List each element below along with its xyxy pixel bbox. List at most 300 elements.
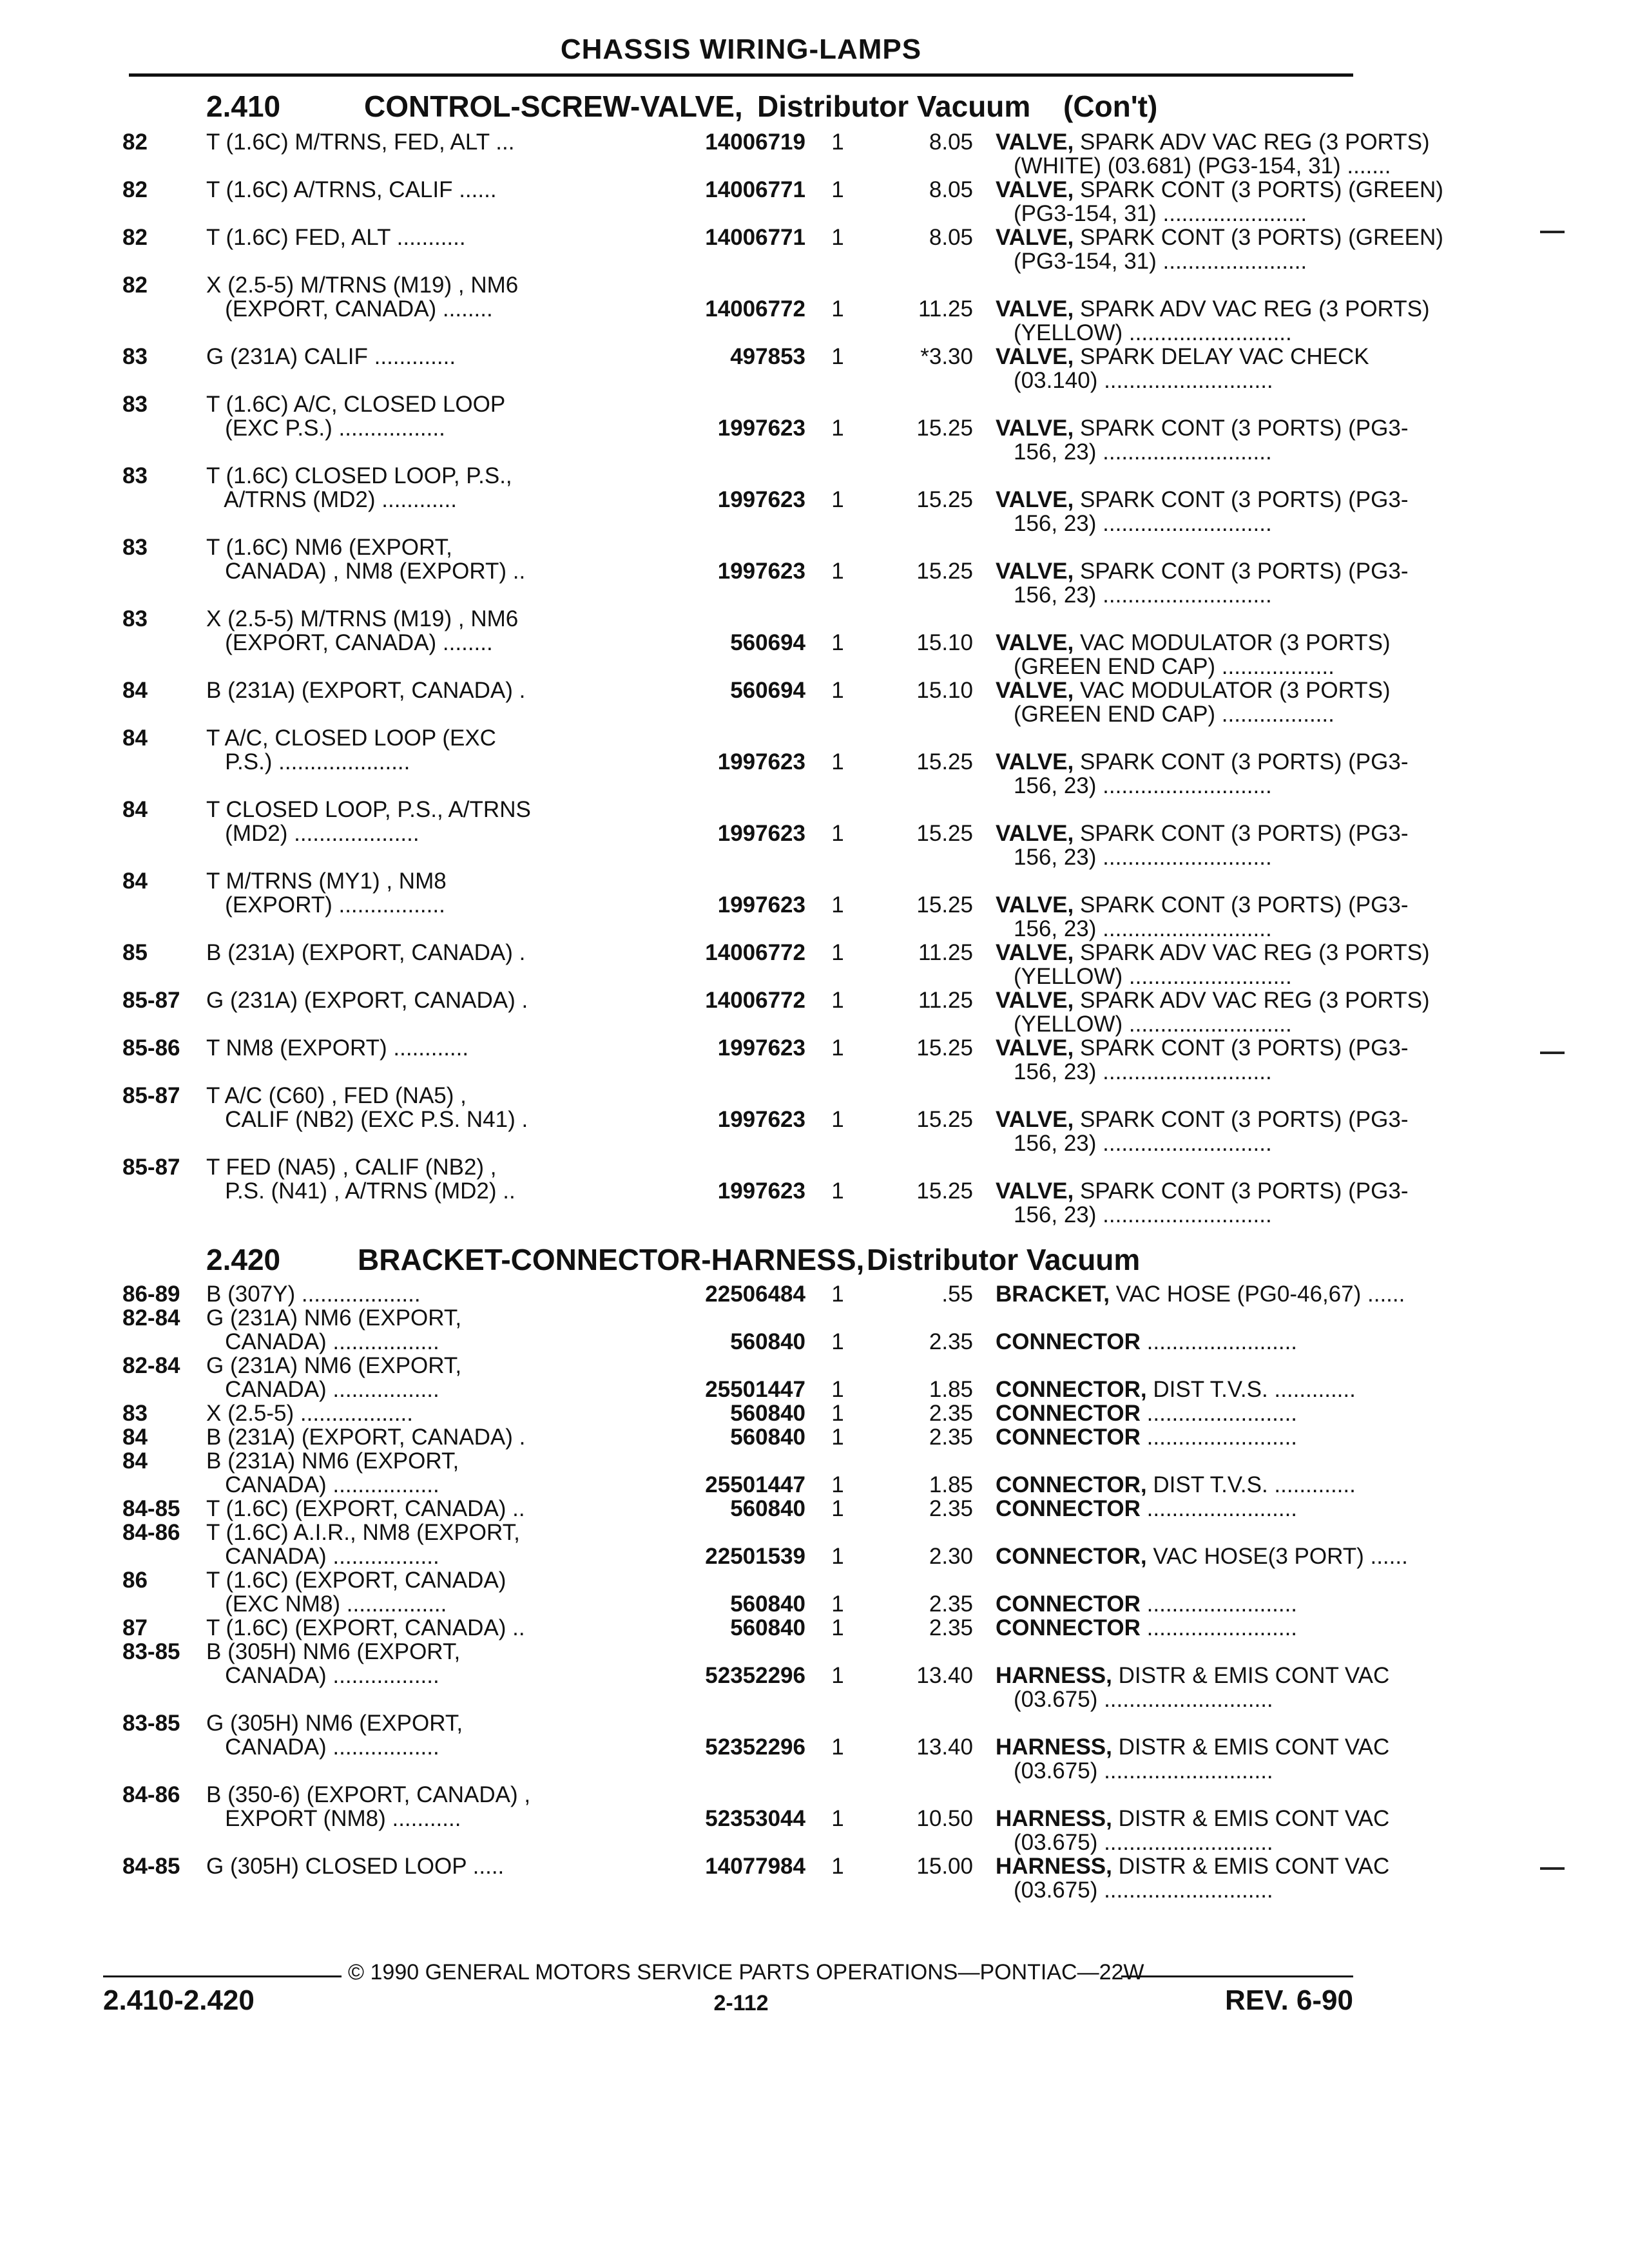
application-line: T (1.6C) A/TRNS, CALIF ...... [206, 177, 497, 202]
part-number: 1997623 [717, 1107, 805, 1132]
quantity: 1 [831, 678, 844, 703]
application-line: CANADA) , NM8 (EXPORT) .. [206, 559, 526, 584]
part-name: VALVE, [996, 296, 1074, 322]
price: *3.30 [920, 344, 973, 369]
price: 15.25 [916, 1178, 973, 1204]
model-year: 83 [122, 463, 148, 488]
model-year: 84 [122, 726, 148, 751]
application-line: B (231A) NM6 (EXPORT, [206, 1448, 459, 1474]
model-year: 83 [122, 1401, 148, 1426]
model-year: 84-86 [122, 1520, 180, 1545]
quantity: 1 [831, 892, 844, 918]
part-spec: DISTR & EMIS CONT VAC [1112, 1806, 1390, 1831]
part-spec: VAC MODULATOR (3 PORTS) [1074, 678, 1391, 703]
part-number: 52352296 [705, 1663, 805, 1688]
quantity: 1 [831, 1425, 844, 1450]
model-year: 85-87 [122, 988, 180, 1013]
part-description [996, 1401, 1472, 1425]
part-name: VALVE, [996, 487, 1074, 512]
application-line: (EXPORT) ................. [206, 892, 445, 918]
model-year: 83 [122, 606, 148, 631]
part-number: 560840 [730, 1425, 805, 1450]
part-number: 1997623 [717, 749, 805, 774]
part-spec-cont: (PG3-154, 31) ....................... [1014, 249, 1307, 274]
price: 2.35 [929, 1401, 973, 1426]
part-number: 14006772 [705, 940, 805, 965]
part-description [996, 1854, 1472, 1878]
part-spec-cont: (03.675) ........................... [1014, 1758, 1273, 1783]
price: 8.05 [929, 130, 973, 155]
part-spec: SPARK CONT (3 PORTS) (PG3- [1074, 1107, 1409, 1132]
part-number: 1997623 [717, 1035, 805, 1061]
part-name: CONNECTOR, [996, 1472, 1147, 1497]
model-year: 82 [122, 130, 148, 155]
part-number: 14006719 [705, 130, 805, 155]
part-name: VALVE, [996, 821, 1074, 846]
footer-page-number: 2-112 [713, 1991, 769, 2015]
section-suffix: Distributor Vacuum [867, 1243, 1141, 1276]
price: 11.25 [918, 296, 973, 322]
part-description [996, 178, 1472, 202]
part-number: 1997623 [717, 559, 805, 584]
part-number: 560694 [730, 678, 805, 703]
part-spec-cont: (YELLOW) .......................... [1014, 964, 1292, 989]
part-spec: ........................ [1140, 1401, 1298, 1426]
quantity: 1 [831, 416, 844, 441]
application-line: CANADA) ................. [206, 1329, 439, 1354]
part-name: VALVE, [996, 1107, 1074, 1132]
part-spec-cont: 156, 23) ........................... [1014, 439, 1272, 465]
quantity: 1 [831, 1615, 844, 1640]
part-number: 52353044 [705, 1806, 805, 1831]
model-year: 87 [122, 1615, 148, 1640]
part-number: 560840 [730, 1329, 805, 1354]
part-spec-cont: (03.140) ........................... [1014, 368, 1273, 393]
application-line: X (2.5-5) M/TRNS (M19) , NM6 [206, 606, 519, 631]
part-description [996, 988, 1472, 1012]
model-year: 82 [122, 225, 148, 250]
margin-mark [1540, 1052, 1565, 1054]
part-number: 52352296 [705, 1735, 805, 1760]
price: 15.25 [916, 559, 973, 584]
part-number: 14006771 [705, 225, 805, 250]
margin-mark [1540, 1867, 1565, 1870]
part-name: VALVE, [996, 630, 1074, 655]
application-line: T (1.6C) CLOSED LOOP, P.S., [206, 463, 512, 488]
part-spec-cont: 156, 23) ........................... [1014, 1131, 1272, 1156]
quantity: 1 [831, 559, 844, 584]
price: 8.05 [929, 225, 973, 250]
application-line: T (1.6C) (EXPORT, CANADA) [206, 1568, 506, 1593]
part-spec-cont: (WHITE) (03.681) (PG3-154, 31) ....... [1014, 153, 1391, 178]
part-spec: DISTR & EMIS CONT VAC [1112, 1854, 1390, 1879]
quantity: 1 [831, 177, 844, 202]
part-name: VALVE, [996, 344, 1074, 369]
part-description [996, 1664, 1472, 1687]
price: 15.25 [916, 1035, 973, 1061]
application-line: P.S.) ..................... [206, 749, 410, 774]
part-spec-cont: (03.675) ........................... [1014, 1830, 1273, 1855]
price: 15.10 [916, 630, 973, 655]
model-year: 82 [122, 273, 148, 298]
quantity: 1 [831, 344, 844, 369]
application-line: G (231A) NM6 (EXPORT, [206, 1305, 462, 1331]
part-spec-cont: 156, 23) ........................... [1014, 511, 1272, 536]
part-description [996, 345, 1472, 369]
application-line: T (1.6C) A/C, CLOSED LOOP [206, 392, 506, 417]
application-line: T M/TRNS (MY1) , NM8 [206, 869, 447, 894]
part-number: 22506484 [705, 1282, 805, 1307]
application-line: B (350-6) (EXPORT, CANADA) , [206, 1782, 531, 1807]
quantity: 1 [831, 1178, 844, 1204]
part-spec: SPARK CONT (3 PORTS) (GREEN) [1074, 177, 1443, 202]
part-spec-cont: 156, 23) ........................... [1014, 916, 1272, 941]
part-number: 22501539 [705, 1544, 805, 1569]
part-number: 560840 [730, 1615, 805, 1640]
price: 15.00 [916, 1854, 973, 1879]
quantity: 1 [831, 1854, 844, 1879]
part-spec: SPARK CONT (3 PORTS) (PG3- [1074, 416, 1409, 441]
part-spec-cont: (03.675) ........................... [1014, 1878, 1273, 1903]
quantity: 1 [831, 1591, 844, 1617]
quantity: 1 [831, 940, 844, 965]
part-name: BRACKET, [996, 1282, 1110, 1307]
footer-rule [103, 1975, 342, 1977]
section-name: BRACKET-CONNECTOR-HARNESS, [358, 1243, 865, 1276]
application-line: (EXPORT, CANADA) ........ [206, 296, 493, 322]
model-year: 84 [122, 797, 148, 822]
margin-mark [1540, 231, 1565, 233]
model-year: 85-86 [122, 1035, 180, 1061]
part-name: VALVE, [996, 988, 1074, 1013]
application-line: (EXC P.S.) ................. [206, 416, 445, 441]
model-year: 84 [122, 1448, 148, 1474]
part-number: 14006772 [705, 296, 805, 322]
model-year: 83 [122, 535, 148, 560]
application-line: T (1.6C) FED, ALT ........... [206, 225, 466, 250]
quantity: 1 [831, 821, 844, 846]
part-description [996, 1425, 1472, 1449]
section-number: 2.410 [206, 90, 281, 123]
application-line: X (2.5-5) .................. [206, 1401, 413, 1426]
part-description [996, 1473, 1472, 1497]
application-line: EXPORT (NM8) ........... [206, 1806, 461, 1831]
application-line: T CLOSED LOOP, P.S., A/TRNS [206, 797, 531, 822]
application-line: G (231A) CALIF ............. [206, 344, 456, 369]
part-name: CONNECTOR, [996, 1377, 1147, 1402]
application-line: (EXC NM8) ................ [206, 1591, 447, 1617]
section-name: CONTROL-SCREW-VALVE, [364, 90, 743, 123]
price: 15.10 [916, 678, 973, 703]
part-description [996, 1735, 1472, 1759]
part-spec: VAC MODULATOR (3 PORTS) [1074, 630, 1391, 655]
part-spec: DIST T.V.S. ............. [1146, 1472, 1356, 1497]
part-name: VALVE, [996, 892, 1074, 918]
part-name: VALVE, [996, 1178, 1074, 1204]
price: 13.40 [916, 1663, 973, 1688]
application-line: T (1.6C) A.I.R., NM8 (EXPORT, [206, 1520, 520, 1545]
part-description [996, 631, 1472, 655]
price: 11.25 [918, 940, 973, 965]
quantity: 1 [831, 988, 844, 1013]
application-line: B (231A) (EXPORT, CANADA) . [206, 678, 526, 703]
model-year: 86-89 [122, 1282, 180, 1307]
quantity: 1 [831, 1472, 844, 1497]
part-spec: SPARK CONT (3 PORTS) (PG3- [1074, 1178, 1409, 1204]
price: 2.35 [929, 1496, 973, 1521]
part-number: 1997623 [717, 821, 805, 846]
part-spec: DIST T.V.S. ............. [1146, 1377, 1356, 1402]
quantity: 1 [831, 1496, 844, 1521]
part-spec: SPARK CONT (3 PORTS) (PG3- [1074, 892, 1409, 918]
part-description [996, 822, 1472, 845]
footer-copyright: © 1990 GENERAL MOTORS SERVICE PARTS OPERATIONS—PONTIAC—22W [348, 1960, 1144, 1984]
application-line: G (231A) NM6 (EXPORT, [206, 1353, 462, 1378]
quantity: 1 [831, 1735, 844, 1760]
price: 15.25 [916, 892, 973, 918]
part-spec: ........................ [1140, 1496, 1298, 1521]
part-name: VALVE, [996, 678, 1074, 703]
part-spec: SPARK CONT (3 PORTS) (PG3- [1074, 559, 1409, 584]
part-name: HARNESS, [996, 1663, 1112, 1688]
part-description [996, 559, 1472, 583]
part-name: VALVE, [996, 130, 1074, 155]
application-line: T NM8 (EXPORT) ............ [206, 1035, 469, 1061]
model-year: 82 [122, 177, 148, 202]
part-spec: SPARK DELAY VAC CHECK [1074, 344, 1369, 369]
part-spec: SPARK ADV VAC REG (3 PORTS) [1074, 940, 1430, 965]
application-line: B (307Y) ................... [206, 1282, 421, 1307]
part-spec: VAC HOSE (PG0-46,67) ...... [1109, 1282, 1405, 1307]
model-year: 82-84 [122, 1305, 180, 1331]
application-line: CANADA) ................. [206, 1735, 439, 1760]
price: 2.35 [929, 1615, 973, 1640]
application-line: CANADA) ................. [206, 1472, 439, 1497]
part-name: VALVE, [996, 225, 1074, 250]
section-number: 2.420 [206, 1243, 281, 1276]
part-number: 560840 [730, 1496, 805, 1521]
application-line: CANADA) ................. [206, 1544, 439, 1569]
page-title: CHASSIS WIRING-LAMPS [560, 34, 922, 65]
quantity: 1 [831, 1377, 844, 1402]
quantity: 1 [831, 1107, 844, 1132]
part-spec: VAC HOSE(3 PORT) ...... [1146, 1544, 1408, 1569]
part-description [996, 1807, 1472, 1831]
part-name: CONNECTOR [996, 1401, 1141, 1426]
price: 2.35 [929, 1329, 973, 1354]
price: 10.50 [916, 1806, 973, 1831]
application-line: T (1.6C) NM6 (EXPORT, [206, 535, 452, 560]
part-spec: ........................ [1140, 1329, 1298, 1354]
part-number: 1997623 [717, 487, 805, 512]
application-line: T (1.6C) (EXPORT, CANADA) .. [206, 1496, 525, 1521]
part-description [996, 750, 1472, 774]
application-line: CALIF (NB2) (EXC P.S. N41) . [206, 1107, 528, 1132]
part-number: 560840 [730, 1591, 805, 1617]
application-line: B (231A) (EXPORT, CANADA) . [206, 1425, 526, 1450]
part-spec: SPARK CONT (3 PORTS) (PG3- [1074, 1035, 1409, 1061]
part-description [996, 297, 1472, 321]
part-name: VALVE, [996, 416, 1074, 441]
part-number: 14077984 [705, 1854, 805, 1879]
price: 15.25 [916, 1107, 973, 1132]
quantity: 1 [831, 130, 844, 155]
part-description [996, 416, 1472, 440]
part-number: 14006772 [705, 988, 805, 1013]
part-spec: ........................ [1140, 1591, 1298, 1617]
application-line: CANADA) ................. [206, 1663, 439, 1688]
price: 2.35 [929, 1591, 973, 1617]
part-name: VALVE, [996, 177, 1074, 202]
quantity: 1 [831, 225, 844, 250]
part-name: HARNESS, [996, 1854, 1112, 1879]
part-name: VALVE, [996, 940, 1074, 965]
footer-section-range: 2.410-2.420 [103, 1984, 255, 2016]
application-line: A/TRNS (MD2) ............ [206, 487, 457, 512]
part-description [996, 1036, 1472, 1060]
part-number: 560840 [730, 1401, 805, 1426]
part-spec: SPARK CONT (3 PORTS) (PG3- [1074, 487, 1409, 512]
application-line: (MD2) .................... [206, 821, 419, 846]
part-spec-cont: (YELLOW) .......................... [1014, 1012, 1292, 1037]
price: 11.25 [918, 988, 973, 1013]
part-name: VALVE, [996, 559, 1074, 584]
part-description [996, 1378, 1472, 1401]
footer-rule [1121, 1975, 1353, 1977]
part-spec-cont: (03.675) ........................... [1014, 1687, 1273, 1712]
part-spec-cont: 156, 23) ........................... [1014, 773, 1272, 798]
part-description [996, 893, 1472, 917]
part-number: 497853 [730, 344, 805, 369]
part-name: CONNECTOR [996, 1591, 1141, 1617]
model-year: 85 [122, 940, 148, 965]
price: 2.30 [929, 1544, 973, 1569]
part-spec-cont: (PG3-154, 31) ....................... [1014, 201, 1307, 226]
part-description [996, 1330, 1472, 1354]
part-spec: SPARK ADV VAC REG (3 PORTS) [1074, 988, 1430, 1013]
quantity: 1 [831, 1544, 844, 1569]
price: 13.40 [916, 1735, 973, 1760]
part-spec: ........................ [1140, 1615, 1298, 1640]
part-description [996, 1616, 1472, 1640]
price: 15.25 [916, 749, 973, 774]
part-name: CONNECTOR [996, 1615, 1141, 1640]
part-spec-cont: 156, 23) ........................... [1014, 1059, 1272, 1084]
price: 1.85 [929, 1377, 973, 1402]
quantity: 1 [831, 296, 844, 322]
application-line: T (1.6C) (EXPORT, CANADA) .. [206, 1615, 525, 1640]
price: 1.85 [929, 1472, 973, 1497]
part-description [996, 1497, 1472, 1521]
part-description [996, 1179, 1472, 1203]
price: 15.25 [916, 487, 973, 512]
model-year: 83-85 [122, 1639, 180, 1664]
price: 2.35 [929, 1425, 973, 1450]
part-spec: SPARK CONT (3 PORTS) (GREEN) [1074, 225, 1443, 250]
part-name: CONNECTOR [996, 1425, 1141, 1450]
quantity: 1 [831, 1806, 844, 1831]
part-number: 14006771 [705, 177, 805, 202]
price: 8.05 [929, 177, 973, 202]
part-name: VALVE, [996, 749, 1074, 774]
model-year: 84 [122, 678, 148, 703]
section-cont: (Con't) [1063, 90, 1158, 123]
part-description [996, 678, 1472, 702]
header-rule [129, 73, 1353, 77]
application-line: B (231A) (EXPORT, CANADA) . [206, 940, 526, 965]
model-year: 84 [122, 1425, 148, 1450]
application-line: P.S. (N41) , A/TRNS (MD2) .. [206, 1178, 516, 1204]
part-description [996, 130, 1472, 154]
quantity: 1 [831, 1401, 844, 1426]
application-line: G (305H) CLOSED LOOP ..... [206, 1854, 505, 1879]
part-number: 25501447 [705, 1377, 805, 1402]
part-number: 560694 [730, 630, 805, 655]
application-line: G (231A) (EXPORT, CANADA) . [206, 988, 528, 1013]
part-spec-cont: (YELLOW) .......................... [1014, 320, 1292, 345]
part-spec: SPARK CONT (3 PORTS) (PG3- [1074, 821, 1409, 846]
model-year: 83 [122, 344, 148, 369]
part-name: CONNECTOR [996, 1329, 1141, 1354]
quantity: 1 [831, 1663, 844, 1688]
part-description [996, 1592, 1472, 1616]
part-name: CONNECTOR [996, 1496, 1141, 1521]
quantity: 1 [831, 749, 844, 774]
section-suffix: Distributor Vacuum [757, 90, 1031, 123]
application-line: T (1.6C) M/TRNS, FED, ALT ... [206, 130, 515, 155]
quantity: 1 [831, 630, 844, 655]
part-name: HARNESS, [996, 1806, 1112, 1831]
model-year: 86 [122, 1568, 148, 1593]
model-year: 84-85 [122, 1496, 180, 1521]
model-year: 83-85 [122, 1711, 180, 1736]
quantity: 1 [831, 1329, 844, 1354]
part-spec-cont: (GREEN END CAP) .................. [1014, 702, 1335, 727]
quantity: 1 [831, 1282, 844, 1307]
application-line: CANADA) ................. [206, 1377, 439, 1402]
part-spec: ........................ [1140, 1425, 1298, 1450]
price: 15.25 [916, 821, 973, 846]
model-year: 84-85 [122, 1854, 180, 1879]
quantity: 1 [831, 487, 844, 512]
model-year: 84 [122, 869, 148, 894]
part-spec-cont: 156, 23) ........................... [1014, 845, 1272, 870]
part-description [996, 941, 1472, 965]
application-line: B (305H) NM6 (EXPORT, [206, 1639, 461, 1664]
model-year: 85-87 [122, 1155, 180, 1180]
application-line: G (305H) NM6 (EXPORT, [206, 1711, 463, 1736]
model-year: 84-86 [122, 1782, 180, 1807]
application-line: (EXPORT, CANADA) ........ [206, 630, 493, 655]
part-spec-cont: (GREEN END CAP) .................. [1014, 654, 1335, 679]
part-name: CONNECTOR, [996, 1544, 1147, 1569]
part-description [996, 488, 1472, 512]
part-name: HARNESS, [996, 1735, 1112, 1760]
quantity: 1 [831, 1035, 844, 1061]
price: .55 [941, 1282, 973, 1307]
application-line: X (2.5-5) M/TRNS (M19) , NM6 [206, 273, 519, 298]
application-line: T FED (NA5) , CALIF (NB2) , [206, 1155, 497, 1180]
part-description [996, 226, 1472, 249]
part-spec: SPARK ADV VAC REG (3 PORTS) [1074, 296, 1430, 322]
model-year: 82-84 [122, 1353, 180, 1378]
footer-revision: REV. 6-90 [1225, 1984, 1353, 2016]
part-number: 1997623 [717, 892, 805, 918]
part-spec: SPARK CONT (3 PORTS) (PG3- [1074, 749, 1409, 774]
part-spec: DISTR & EMIS CONT VAC [1112, 1663, 1390, 1688]
part-spec-cont: 156, 23) ........................... [1014, 582, 1272, 608]
part-description [996, 1544, 1472, 1568]
